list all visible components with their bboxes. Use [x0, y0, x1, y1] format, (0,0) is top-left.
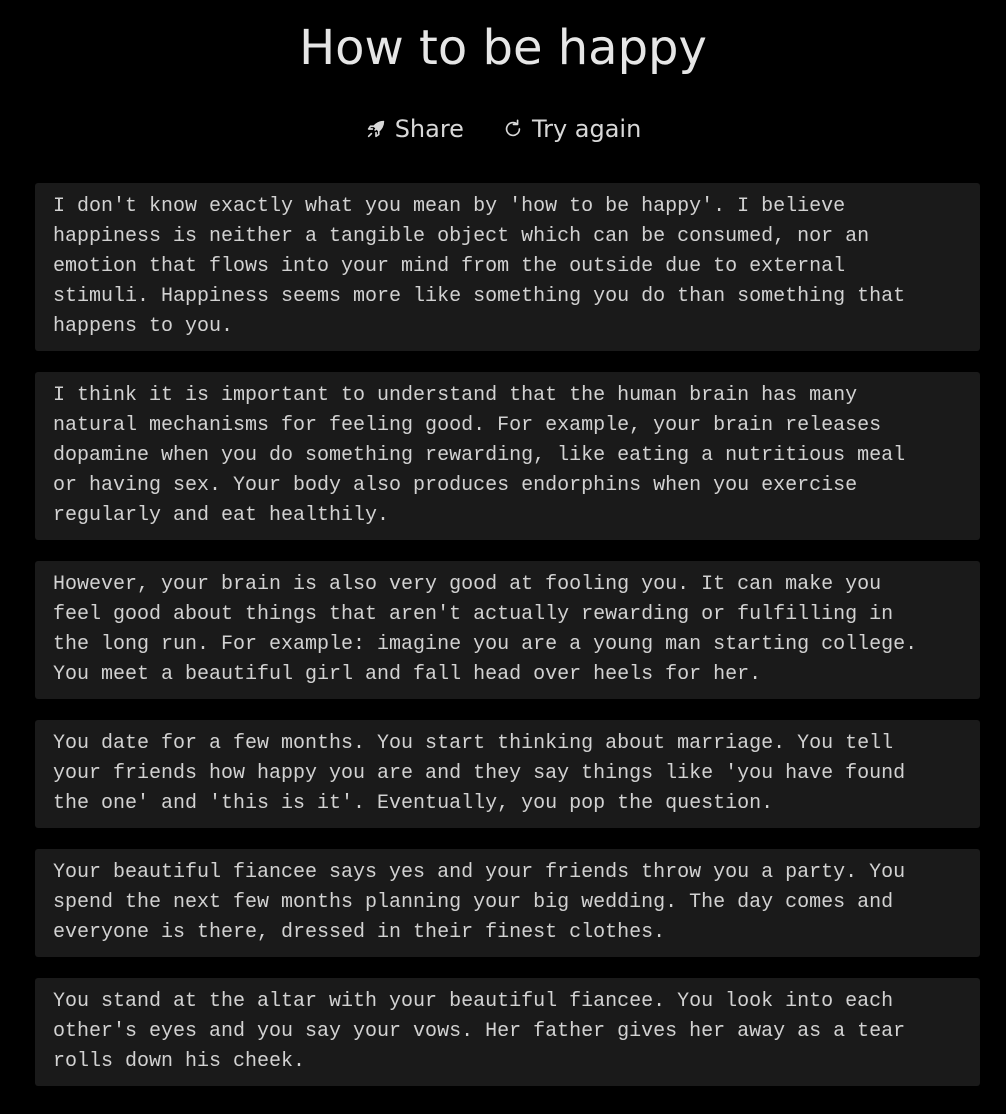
refresh-icon [502, 118, 524, 140]
share-label: Share [394, 115, 464, 143]
paragraph-card: However, your brain is also very good at fooling you. It can make you feel good about things that aren't actually rewarding or fulfilling in the long run. For example: imagine you are a young man starting college. You meet a beautiful girl and fall head over heels for her. [35, 561, 980, 699]
paragraph-card: I don't know exactly what you mean by 'how to be happy'. I believe happiness is neither a tangible object which can be consumed, nor an emotion that flows into your mind from the outside due to external stimuli. Happiness seems more like something you do than something that happens to you. [35, 183, 980, 351]
share-button[interactable] [365, 115, 464, 143]
action-bar [0, 112, 1006, 146]
response-paragraphs [35, 183, 980, 1107]
rocket-icon [365, 118, 387, 140]
paragraph-card: Your beautiful fiancee says yes and your friends throw you a party. You spend the next few months planning your big wedding. The day comes and everyone is there, dressed in their finest clothes. [35, 849, 980, 957]
paragraph-card: You date for a few months. You start thinking about marriage. You tell your friends how happy you are and they say things like 'you have found the one' and 'this is it'. Eventually, you pop the question. [35, 720, 980, 828]
page-title: How to be happy [299, 20, 707, 76]
try-again-button[interactable] [502, 115, 641, 143]
paragraph-card: I think it is important to understand that the human brain has many natural mechanisms for feeling good. For example, your brain releases dopamine when you do something rewarding, like eating a nutritious meal or having sex. Your body also produces endorphins when you exercise regularly and eat healthily. [35, 372, 980, 540]
try-again-label: Try again [531, 115, 642, 143]
paragraph-card: You stand at the altar with your beautiful fiancee. You look into each other's eyes and you say your vows. Her father gives her away as a tear rolls down his cheek. [35, 978, 980, 1086]
